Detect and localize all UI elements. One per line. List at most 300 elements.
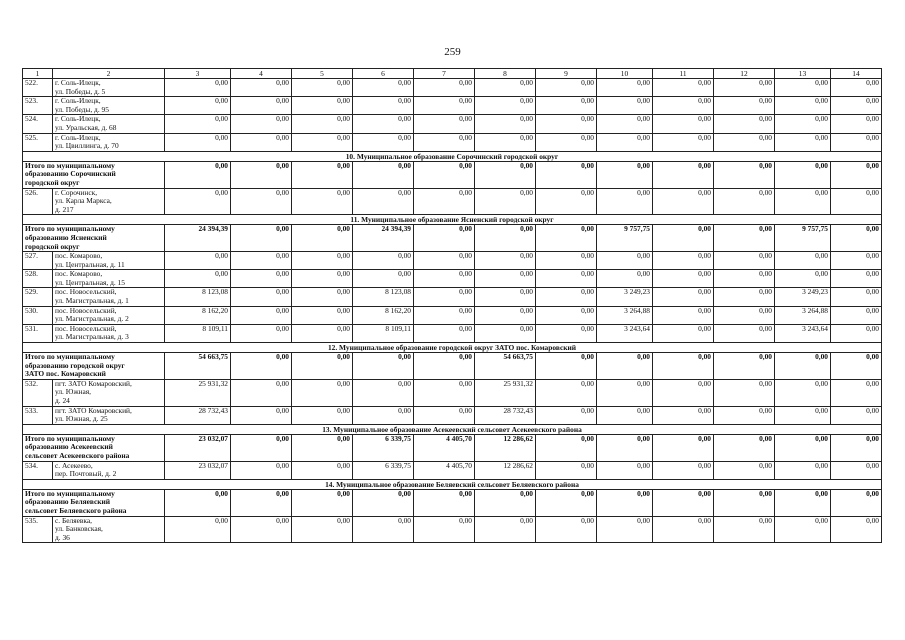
value-cell: 0,00 [414,79,475,97]
row-number: 528. [23,270,53,288]
value-cell: 0,00 [165,252,231,270]
value-cell: 0,00 [775,115,831,133]
value-cell: 4 405,70 [414,461,475,479]
table-row [23,288,882,306]
value-cell: 0,00 [292,97,353,115]
value-cell: 0,00 [231,406,292,424]
section-title: 14. Муниципальное образование Беляевский сельсовет Беляевского района [23,479,882,489]
value-cell: 0,00 [292,79,353,97]
value-cell: 0,00 [775,379,831,406]
section-title: 12. Муниципальное образование городской округ ЗАТО пос. Комаровский [23,343,882,353]
value-cell: 8 109,11 [353,324,414,342]
row-number: 527. [23,252,53,270]
subtotal-label: Итого по муниципальному образованию Асекеевский сельсовет Асекеевского района [23,434,165,461]
address-cell: г. Соль-Илецк, ул. Победы, д. 5 [53,79,165,97]
value-cell: 0,00 [831,461,882,479]
value-cell: 0,00 [536,406,597,424]
column-header: 7 [414,69,475,79]
value-cell: 0,00 [775,79,831,97]
column-header: 4 [231,69,292,79]
value-cell: 0,00 [353,353,414,380]
value-cell: 0,00 [475,188,536,215]
value-cell: 0,00 [536,489,597,516]
value-cell: 0,00 [653,489,714,516]
value-cell: 0,00 [653,133,714,151]
value-cell: 9 757,75 [775,225,831,252]
column-header: 10 [597,69,653,79]
value-cell: 0,00 [831,379,882,406]
value-cell: 0,00 [831,225,882,252]
value-cell: 0,00 [653,406,714,424]
value-cell: 0,00 [353,133,414,151]
value-cell: 6 339,75 [353,461,414,479]
value-cell: 54 663,75 [165,353,231,380]
value-cell: 0,00 [536,434,597,461]
value-cell: 0,00 [653,353,714,380]
value-cell: 0,00 [831,406,882,424]
value-cell: 0,00 [775,270,831,288]
value-cell: 3 243,64 [775,324,831,342]
value-cell: 0,00 [292,434,353,461]
row-number: 522. [23,79,53,97]
section-row [23,424,882,434]
column-header: 5 [292,69,353,79]
table-row [23,97,882,115]
value-cell: 0,00 [165,489,231,516]
value-cell: 0,00 [231,161,292,188]
value-cell: 0,00 [831,188,882,215]
value-cell: 0,00 [775,516,831,543]
row-number: 523. [23,97,53,115]
subtotal-row [23,161,882,188]
value-cell: 0,00 [536,324,597,342]
value-cell: 0,00 [292,406,353,424]
page-number: 259 [444,46,461,58]
value-cell: 0,00 [714,225,775,252]
value-cell: 0,00 [292,225,353,252]
value-cell: 0,00 [775,461,831,479]
value-cell: 0,00 [165,161,231,188]
row-number: 530. [23,306,53,324]
value-cell: 0,00 [292,461,353,479]
value-cell: 3 264,88 [775,306,831,324]
value-cell: 4 405,70 [414,434,475,461]
value-cell: 0,00 [653,252,714,270]
column-header: 6 [353,69,414,79]
subtotal-label: Итого по муниципальному образованию Сорочинский городской округ [23,161,165,188]
value-cell: 0,00 [475,306,536,324]
value-cell: 54 663,75 [475,353,536,380]
column-header: 1 [23,69,53,79]
value-cell: 0,00 [414,288,475,306]
value-cell: 0,00 [597,79,653,97]
value-cell: 0,00 [714,133,775,151]
value-cell: 0,00 [414,324,475,342]
value-cell: 0,00 [653,434,714,461]
address-cell: пгт. ЗАТО Комаровский, ул. Южная, д. 25 [53,406,165,424]
value-cell: 28 732,43 [475,406,536,424]
value-cell: 0,00 [653,288,714,306]
value-cell: 0,00 [653,188,714,215]
value-cell: 3 243,64 [597,324,653,342]
value-cell: 0,00 [536,516,597,543]
value-cell: 0,00 [714,97,775,115]
value-cell: 0,00 [165,79,231,97]
value-cell: 0,00 [714,516,775,543]
value-cell: 0,00 [831,288,882,306]
value-cell: 0,00 [831,489,882,516]
value-cell: 0,00 [414,489,475,516]
value-cell: 3 249,23 [775,288,831,306]
value-cell: 0,00 [831,434,882,461]
value-cell: 6 339,75 [353,434,414,461]
value-cell: 0,00 [536,306,597,324]
value-cell: 0,00 [597,461,653,479]
value-cell: 0,00 [536,270,597,288]
value-cell: 0,00 [714,434,775,461]
value-cell: 0,00 [775,252,831,270]
value-cell: 0,00 [292,379,353,406]
table-row [23,306,882,324]
value-cell: 0,00 [475,489,536,516]
row-number: 525. [23,133,53,151]
address-cell: г. Сорочинск, ул. Карла Маркса, д. 217 [53,188,165,215]
value-cell: 0,00 [536,97,597,115]
value-cell: 0,00 [775,434,831,461]
value-cell: 0,00 [414,516,475,543]
value-cell: 0,00 [714,161,775,188]
table-row [23,133,882,151]
value-cell: 0,00 [714,79,775,97]
value-cell: 0,00 [292,252,353,270]
value-cell: 3 264,88 [597,306,653,324]
value-cell: 0,00 [775,133,831,151]
value-cell: 0,00 [231,270,292,288]
value-cell: 0,00 [536,252,597,270]
value-cell: 0,00 [536,461,597,479]
value-cell: 25 931,32 [165,379,231,406]
table-row [23,79,882,97]
value-cell: 0,00 [775,353,831,380]
column-header: 12 [714,69,775,79]
value-cell: 0,00 [475,133,536,151]
value-cell: 0,00 [775,489,831,516]
value-cell: 0,00 [231,225,292,252]
value-cell: 0,00 [653,461,714,479]
value-cell: 0,00 [231,324,292,342]
value-cell: 0,00 [165,133,231,151]
row-number: 531. [23,324,53,342]
value-cell: 0,00 [597,406,653,424]
column-header: 13 [775,69,831,79]
value-cell: 0,00 [597,188,653,215]
value-cell: 0,00 [536,133,597,151]
value-cell: 0,00 [292,306,353,324]
value-cell: 0,00 [414,353,475,380]
section-title: 13. Муниципальное образование Асекеевский сельсовет Асекеевского района [23,424,882,434]
address-cell: с. Асекеево, пер. Почтовый, д. 2 [53,461,165,479]
value-cell: 0,00 [475,161,536,188]
value-cell: 0,00 [831,161,882,188]
value-cell: 0,00 [831,133,882,151]
value-cell: 0,00 [475,324,536,342]
value-cell: 8 123,08 [165,288,231,306]
value-cell: 0,00 [231,434,292,461]
table-row [23,324,882,342]
value-cell: 0,00 [831,516,882,543]
value-cell: 0,00 [353,79,414,97]
value-cell: 0,00 [714,379,775,406]
value-cell: 0,00 [292,270,353,288]
value-cell: 0,00 [292,288,353,306]
value-cell: 0,00 [475,288,536,306]
value-cell: 0,00 [353,97,414,115]
value-cell: 0,00 [597,353,653,380]
value-cell: 0,00 [653,225,714,252]
value-cell: 0,00 [292,188,353,215]
value-cell: 0,00 [831,306,882,324]
value-cell: 9 757,75 [597,225,653,252]
header-row [23,69,882,79]
address-cell: пос. Новосельский, ул. Магистральная, д. 3 [53,324,165,342]
value-cell: 0,00 [475,516,536,543]
value-cell: 0,00 [831,252,882,270]
value-cell: 0,00 [414,270,475,288]
value-cell: 0,00 [353,406,414,424]
value-cell: 0,00 [714,188,775,215]
row-number: 533. [23,406,53,424]
data-table [22,68,882,543]
value-cell: 0,00 [165,270,231,288]
value-cell: 0,00 [231,79,292,97]
value-cell: 0,00 [165,97,231,115]
value-cell: 0,00 [536,188,597,215]
address-cell: пос. Комарово, ул. Центральная, д. 11 [53,252,165,270]
value-cell: 0,00 [714,324,775,342]
value-cell: 0,00 [831,353,882,380]
address-cell: пос. Комарово, ул. Центральная, д. 15 [53,270,165,288]
table-row [23,270,882,288]
table-row [23,379,882,406]
value-cell: 0,00 [536,288,597,306]
table-row [23,516,882,543]
section-title: 11. Муниципальное образование Ясненский городской округ [23,215,882,225]
value-cell: 0,00 [653,161,714,188]
value-cell: 0,00 [714,288,775,306]
value-cell: 0,00 [231,379,292,406]
value-cell: 0,00 [292,133,353,151]
value-cell: 0,00 [475,270,536,288]
value-cell: 0,00 [475,252,536,270]
value-cell: 25 931,32 [475,379,536,406]
value-cell: 0,00 [653,324,714,342]
value-cell: 0,00 [353,516,414,543]
value-cell: 0,00 [597,270,653,288]
row-number: 526. [23,188,53,215]
value-cell: 0,00 [831,79,882,97]
value-cell: 0,00 [831,324,882,342]
value-cell: 0,00 [414,306,475,324]
value-cell: 0,00 [231,353,292,380]
value-cell: 0,00 [597,489,653,516]
value-cell: 3 249,23 [597,288,653,306]
column-header: 11 [653,69,714,79]
subtotal-row [23,225,882,252]
value-cell: 0,00 [231,133,292,151]
value-cell: 0,00 [653,516,714,543]
value-cell: 0,00 [292,115,353,133]
section-row [23,343,882,353]
value-cell: 0,00 [536,161,597,188]
value-cell: 0,00 [597,97,653,115]
value-cell: 28 732,43 [165,406,231,424]
value-cell: 0,00 [353,161,414,188]
section-title: 10. Муниципальное образование Сорочинский городской округ [23,151,882,161]
section-row [23,479,882,489]
value-cell: 0,00 [597,133,653,151]
value-cell: 0,00 [414,115,475,133]
value-cell: 0,00 [714,406,775,424]
value-cell: 0,00 [231,516,292,543]
value-cell: 0,00 [775,161,831,188]
value-cell: 0,00 [714,461,775,479]
value-cell: 0,00 [353,379,414,406]
value-cell: 0,00 [714,115,775,133]
value-cell: 24 394,39 [165,225,231,252]
value-cell: 0,00 [775,97,831,115]
value-cell: 0,00 [353,489,414,516]
subtotal-label: Итого по муниципальному образованию Ясненский городской округ [23,225,165,252]
table-row [23,461,882,479]
value-cell: 0,00 [775,406,831,424]
value-cell: 0,00 [353,115,414,133]
row-number: 529. [23,288,53,306]
value-cell: 0,00 [714,252,775,270]
column-header: 9 [536,69,597,79]
value-cell: 0,00 [597,434,653,461]
value-cell: 0,00 [353,252,414,270]
value-cell: 0,00 [536,225,597,252]
value-cell: 0,00 [165,516,231,543]
value-cell: 23 032,07 [165,434,231,461]
value-cell: 0,00 [475,97,536,115]
value-cell: 0,00 [292,353,353,380]
value-cell: 0,00 [231,489,292,516]
value-cell: 0,00 [597,252,653,270]
value-cell: 0,00 [414,97,475,115]
value-cell: 0,00 [414,252,475,270]
address-cell: пос. Новосельский, ул. Магистральная, д. 1 [53,288,165,306]
address-cell: с. Беляевка, ул. Банковская, д. 36 [53,516,165,543]
value-cell: 0,00 [414,406,475,424]
data-table-container [22,68,882,543]
table-row [23,406,882,424]
value-cell: 0,00 [536,379,597,406]
value-cell: 0,00 [292,324,353,342]
row-number: 535. [23,516,53,543]
value-cell: 0,00 [831,97,882,115]
value-cell: 24 394,39 [353,225,414,252]
value-cell: 0,00 [714,489,775,516]
value-cell: 0,00 [714,353,775,380]
value-cell: 0,00 [292,516,353,543]
address-cell: г. Соль-Илецк, ул. Уральская, д. 68 [53,115,165,133]
table-row [23,252,882,270]
value-cell: 0,00 [536,115,597,133]
column-header: 2 [53,69,165,79]
value-cell: 0,00 [165,188,231,215]
table-row [23,188,882,215]
value-cell: 0,00 [292,489,353,516]
value-cell: 0,00 [231,288,292,306]
address-cell: г. Соль-Илецк, ул. Победы, д. 95 [53,97,165,115]
address-cell: пос. Новосельский, ул. Магистральная, д. 2 [53,306,165,324]
value-cell: 23 032,07 [165,461,231,479]
value-cell: 0,00 [536,79,597,97]
value-cell: 0,00 [231,306,292,324]
value-cell: 8 162,20 [165,306,231,324]
value-cell: 0,00 [475,79,536,97]
value-cell: 12 286,62 [475,434,536,461]
value-cell: 0,00 [414,188,475,215]
value-cell: 0,00 [653,379,714,406]
value-cell: 0,00 [597,379,653,406]
column-header: 3 [165,69,231,79]
value-cell: 0,00 [653,306,714,324]
value-cell: 8 162,20 [353,306,414,324]
value-cell: 0,00 [231,188,292,215]
value-cell: 0,00 [831,115,882,133]
subtotal-label: Итого по муниципальному образованию Беляевский сельсовет Беляевского района [23,489,165,516]
value-cell: 0,00 [597,161,653,188]
value-cell: 8 123,08 [353,288,414,306]
value-cell: 0,00 [653,115,714,133]
value-cell: 0,00 [165,115,231,133]
value-cell: 12 286,62 [475,461,536,479]
value-cell: 0,00 [775,188,831,215]
value-cell: 0,00 [714,306,775,324]
value-cell: 8 109,11 [165,324,231,342]
section-row [23,215,882,225]
address-cell: пгт. ЗАТО Комаровский, ул. Южная, д. 24 [53,379,165,406]
value-cell: 0,00 [414,225,475,252]
value-cell: 0,00 [231,115,292,133]
value-cell: 0,00 [597,115,653,133]
value-cell: 0,00 [831,270,882,288]
value-cell: 0,00 [653,79,714,97]
value-cell: 0,00 [475,225,536,252]
column-header: 14 [831,69,882,79]
value-cell: 0,00 [231,461,292,479]
value-cell: 0,00 [353,188,414,215]
row-number: 532. [23,379,53,406]
value-cell: 0,00 [353,270,414,288]
section-row [23,151,882,161]
value-cell: 0,00 [536,353,597,380]
subtotal-label: Итого по муниципальному образованию городской округ ЗАТО пос. Комаровский [23,353,165,380]
value-cell: 0,00 [714,270,775,288]
value-cell: 0,00 [414,161,475,188]
table-row [23,115,882,133]
subtotal-row [23,489,882,516]
value-cell: 0,00 [414,379,475,406]
subtotal-row [23,434,882,461]
value-cell: 0,00 [597,516,653,543]
value-cell: 0,00 [653,270,714,288]
table-body [23,69,882,543]
row-number: 534. [23,461,53,479]
value-cell: 0,00 [414,133,475,151]
